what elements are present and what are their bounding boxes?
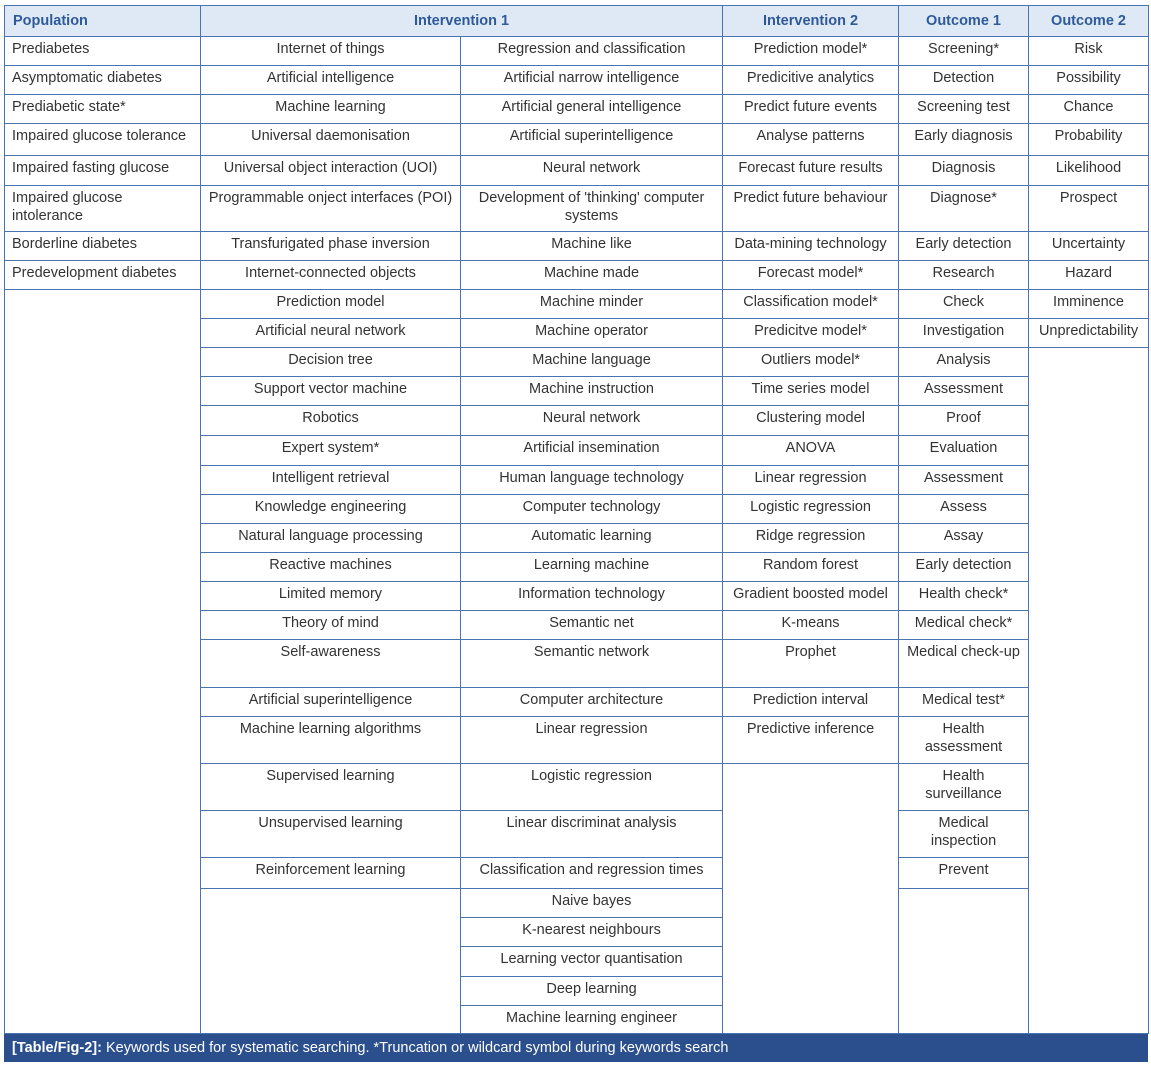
outcome1-cell: Research	[899, 261, 1029, 290]
empty-cell	[5, 524, 201, 553]
intervention1b-cell: Logistic regression	[461, 764, 723, 811]
intervention1a-cell: Programmable onject interfaces (POI)	[201, 186, 461, 232]
table-row	[5, 348, 1149, 377]
empty-cell	[1029, 764, 1149, 811]
empty-cell	[899, 977, 1029, 1006]
empty-cell	[5, 858, 201, 889]
intervention1a-cell: Self-awareness	[201, 640, 461, 688]
header-outcome-2: Outcome 2	[1029, 6, 1149, 37]
intervention2-cell: Predictive inference	[723, 717, 899, 764]
table-row	[5, 524, 1149, 553]
outcome1-cell: Medical check-up	[899, 640, 1029, 688]
empty-cell	[1029, 977, 1149, 1006]
empty-cell	[723, 811, 899, 858]
intervention1a-cell: Support vector machine	[201, 377, 461, 406]
outcome1-cell: Diagnose*	[899, 186, 1029, 232]
table-row	[5, 66, 1149, 95]
empty-cell	[1029, 918, 1149, 947]
population-cell: Asymptomatic diabetes	[5, 66, 201, 95]
intervention2-cell: Predict future behaviour	[723, 186, 899, 232]
empty-cell	[5, 553, 201, 582]
intervention1a-cell: Natural language processing	[201, 524, 461, 553]
intervention1b-cell: Naive bayes	[461, 889, 723, 918]
intervention1b-cell: Learning machine	[461, 553, 723, 582]
outcome2-cell: Possibility	[1029, 66, 1149, 95]
empty-cell	[899, 889, 1029, 918]
intervention1a-cell: Machine learning algorithms	[201, 717, 461, 764]
intervention1a-cell: Artificial intelligence	[201, 66, 461, 95]
outcome1-cell: Medical check*	[899, 611, 1029, 640]
intervention1b-cell: Semantic network	[461, 640, 723, 688]
empty-cell	[1029, 889, 1149, 918]
keyword-table	[4, 5, 1149, 1034]
intervention1a-cell: Theory of mind	[201, 611, 461, 640]
empty-cell	[201, 918, 461, 947]
empty-cell	[5, 688, 201, 717]
outcome2-cell: Hazard	[1029, 261, 1149, 290]
population-cell: Impaired fasting glucose	[5, 156, 201, 186]
intervention1a-cell: Reactive machines	[201, 553, 461, 582]
empty-cell	[1029, 377, 1149, 406]
intervention1a-cell: Transfurigated phase inversion	[201, 232, 461, 261]
outcome1-cell: Check	[899, 290, 1029, 319]
header-intervention-1: Intervention 1	[201, 6, 723, 37]
intervention1a-cell: Supervised learning	[201, 764, 461, 811]
empty-cell	[1029, 524, 1149, 553]
intervention2-cell: Logistic regression	[723, 495, 899, 524]
outcome1-cell: Screening*	[899, 37, 1029, 66]
empty-cell	[5, 319, 201, 348]
empty-cell	[899, 1006, 1029, 1034]
empty-cell	[723, 977, 899, 1006]
outcome1-cell: Analysis	[899, 348, 1029, 377]
intervention1a-cell: Artificial neural network	[201, 319, 461, 348]
intervention2-cell: Forecast model*	[723, 261, 899, 290]
population-cell: Impaired glucose tolerance	[5, 124, 201, 156]
table-row	[5, 95, 1149, 124]
table-row	[5, 37, 1149, 66]
outcome1-cell: Detection	[899, 66, 1029, 95]
empty-cell	[1029, 348, 1149, 377]
intervention1b-cell: Machine made	[461, 261, 723, 290]
empty-cell	[1029, 947, 1149, 977]
table-row	[5, 156, 1149, 186]
empty-cell	[5, 377, 201, 406]
table-row	[5, 640, 1149, 688]
table-row	[5, 186, 1149, 232]
intervention1b-cell: Linear discriminat analysis	[461, 811, 723, 858]
outcome2-cell: Likelihood	[1029, 156, 1149, 186]
intervention1b-cell: Development of 'thinking' computer systems	[461, 186, 723, 232]
caption-text: Keywords used for systematic searching. *Truncation or wildcard symbol during keywords search	[101, 1040, 729, 1056]
intervention2-cell: Outliers model*	[723, 348, 899, 377]
table-row	[5, 858, 1149, 889]
empty-cell	[5, 406, 201, 436]
table-row	[5, 377, 1149, 406]
intervention1b-cell: Machine instruction	[461, 377, 723, 406]
header-row	[5, 6, 1149, 37]
intervention1a-cell: Expert system*	[201, 436, 461, 466]
empty-cell	[5, 436, 201, 466]
intervention1a-cell: Universal object interaction (UOI)	[201, 156, 461, 186]
empty-cell	[5, 1006, 201, 1034]
empty-cell	[5, 764, 201, 811]
intervention2-cell: Predicitive analytics	[723, 66, 899, 95]
empty-cell	[5, 582, 201, 611]
empty-cell	[1029, 611, 1149, 640]
empty-cell	[5, 348, 201, 377]
empty-cell	[5, 640, 201, 688]
table-row	[5, 290, 1149, 319]
header-intervention-2: Intervention 2	[723, 6, 899, 37]
table-row	[5, 436, 1149, 466]
table-row	[5, 918, 1149, 947]
intervention2-cell: Data-mining technology	[723, 232, 899, 261]
empty-cell	[5, 717, 201, 764]
empty-cell	[1029, 466, 1149, 495]
table-row	[5, 717, 1149, 764]
outcome2-cell: Unpredictability	[1029, 319, 1149, 348]
intervention1a-cell: Internet-connected objects	[201, 261, 461, 290]
outcome1-cell: Proof	[899, 406, 1029, 436]
caption-label: [Table/Fig-2]:	[12, 1040, 102, 1056]
table-row	[5, 232, 1149, 261]
table-row	[5, 553, 1149, 582]
empty-cell	[1029, 858, 1149, 889]
empty-cell	[723, 858, 899, 889]
empty-cell	[5, 918, 201, 947]
intervention2-cell: ANOVA	[723, 436, 899, 466]
table-row	[5, 811, 1149, 858]
population-cell: Borderline diabetes	[5, 232, 201, 261]
empty-cell	[1029, 553, 1149, 582]
intervention1b-cell: Artificial superintelligence	[461, 124, 723, 156]
table-row	[5, 688, 1149, 717]
table-row	[5, 495, 1149, 524]
table-row	[5, 124, 1149, 156]
outcome1-cell: Diagnosis	[899, 156, 1029, 186]
empty-cell	[5, 889, 201, 918]
intervention1a-cell: Knowledge engineering	[201, 495, 461, 524]
table-row	[5, 889, 1149, 918]
intervention1b-cell: Machine operator	[461, 319, 723, 348]
intervention2-cell: Analyse patterns	[723, 124, 899, 156]
intervention2-cell: Predict future events	[723, 95, 899, 124]
intervention1a-cell: Decision tree	[201, 348, 461, 377]
intervention1b-cell: Linear regression	[461, 717, 723, 764]
intervention2-cell: Prophet	[723, 640, 899, 688]
outcome2-cell: Prospect	[1029, 186, 1149, 232]
empty-cell	[1029, 1006, 1149, 1034]
empty-cell	[1029, 640, 1149, 688]
keyword-table-container	[4, 5, 1148, 1034]
outcome1-cell: Early diagnosis	[899, 124, 1029, 156]
empty-cell	[899, 918, 1029, 947]
outcome1-cell: Assessment	[899, 377, 1029, 406]
intervention1b-cell: Computer architecture	[461, 688, 723, 717]
empty-cell	[5, 466, 201, 495]
empty-cell	[5, 611, 201, 640]
intervention1b-cell: Human language technology	[461, 466, 723, 495]
table-row	[5, 466, 1149, 495]
intervention1a-cell: Internet of things	[201, 37, 461, 66]
table-row	[5, 261, 1149, 290]
population-cell: Prediabetes	[5, 37, 201, 66]
outcome1-cell: Medical test*	[899, 688, 1029, 717]
empty-cell	[5, 495, 201, 524]
outcome1-cell: Assess	[899, 495, 1029, 524]
outcome1-cell: Investigation	[899, 319, 1029, 348]
table-body	[5, 37, 1149, 1034]
table-row	[5, 764, 1149, 811]
intervention1b-cell: Automatic learning	[461, 524, 723, 553]
outcome1-cell: Early detection	[899, 232, 1029, 261]
table-caption	[4, 1034, 1148, 1062]
population-cell: Predevelopment diabetes	[5, 261, 201, 290]
outcome1-cell: Early detection	[899, 553, 1029, 582]
outcome1-cell: Screening test	[899, 95, 1029, 124]
empty-cell	[899, 947, 1029, 977]
table-row	[5, 611, 1149, 640]
empty-cell	[201, 889, 461, 918]
intervention2-cell: Random forest	[723, 553, 899, 582]
intervention2-cell: Time series model	[723, 377, 899, 406]
empty-cell	[1029, 811, 1149, 858]
outcome1-cell: Assay	[899, 524, 1029, 553]
empty-cell	[5, 811, 201, 858]
intervention1b-cell: Machine language	[461, 348, 723, 377]
intervention2-cell: Prediction interval	[723, 688, 899, 717]
empty-cell	[723, 889, 899, 918]
outcome2-cell: Probability	[1029, 124, 1149, 156]
intervention1b-cell: Artificial insemination	[461, 436, 723, 466]
outcome2-cell: Imminence	[1029, 290, 1149, 319]
intervention1a-cell: Reinforcement learning	[201, 858, 461, 889]
outcome1-cell: Health surveillance	[899, 764, 1029, 811]
table-row	[5, 406, 1149, 436]
empty-cell	[723, 1006, 899, 1034]
empty-cell	[1029, 436, 1149, 466]
empty-cell	[201, 1006, 461, 1034]
intervention2-cell: Gradient boosted model	[723, 582, 899, 611]
intervention1a-cell: Unsupervised learning	[201, 811, 461, 858]
intervention2-cell: Clustering model	[723, 406, 899, 436]
empty-cell	[5, 977, 201, 1006]
table-row	[5, 977, 1149, 1006]
outcome2-cell: Risk	[1029, 37, 1149, 66]
intervention1b-cell: Deep learning	[461, 977, 723, 1006]
outcome2-cell: Uncertainty	[1029, 232, 1149, 261]
intervention1a-cell: Limited memory	[201, 582, 461, 611]
empty-cell	[723, 918, 899, 947]
intervention1b-cell: Regression and classification	[461, 37, 723, 66]
intervention2-cell: Predicitve model*	[723, 319, 899, 348]
outcome1-cell: Medical inspection	[899, 811, 1029, 858]
intervention1a-cell: Robotics	[201, 406, 461, 436]
population-cell: Impaired glucose intolerance	[5, 186, 201, 232]
intervention1b-cell: Neural network	[461, 406, 723, 436]
intervention1b-cell: Machine minder	[461, 290, 723, 319]
intervention1b-cell: Learning vector quantisation	[461, 947, 723, 977]
empty-cell	[723, 764, 899, 811]
intervention1a-cell: Intelligent retrieval	[201, 466, 461, 495]
intervention1b-cell: Artificial general intelligence	[461, 95, 723, 124]
intervention1a-cell: Universal daemonisation	[201, 124, 461, 156]
empty-cell	[1029, 717, 1149, 764]
empty-cell	[5, 290, 201, 319]
intervention1b-cell: Classification and regression times	[461, 858, 723, 889]
empty-cell	[723, 947, 899, 977]
outcome1-cell: Prevent	[899, 858, 1029, 889]
header-population: Population	[5, 6, 201, 37]
intervention2-cell: Linear regression	[723, 466, 899, 495]
empty-cell	[201, 947, 461, 977]
intervention1b-cell: K-nearest neighbours	[461, 918, 723, 947]
empty-cell	[5, 947, 201, 977]
intervention1b-cell: Computer technology	[461, 495, 723, 524]
table-row	[5, 1006, 1149, 1034]
intervention1a-cell: Prediction model	[201, 290, 461, 319]
header-outcome-1: Outcome 1	[899, 6, 1029, 37]
outcome1-cell: Health check*	[899, 582, 1029, 611]
intervention2-cell: Prediction model*	[723, 37, 899, 66]
table-row	[5, 947, 1149, 977]
empty-cell	[1029, 688, 1149, 717]
table-row	[5, 582, 1149, 611]
empty-cell	[1029, 582, 1149, 611]
table-row	[5, 319, 1149, 348]
intervention2-cell: Forecast future results	[723, 156, 899, 186]
outcome1-cell: Evaluation	[899, 436, 1029, 466]
population-cell: Prediabetic state*	[5, 95, 201, 124]
empty-cell	[1029, 495, 1149, 524]
outcome1-cell: Health assessment	[899, 717, 1029, 764]
outcome1-cell: Assessment	[899, 466, 1029, 495]
intervention1b-cell: Semantic net	[461, 611, 723, 640]
outcome2-cell: Chance	[1029, 95, 1149, 124]
empty-cell	[1029, 406, 1149, 436]
empty-cell	[201, 977, 461, 1006]
intervention2-cell: Classification model*	[723, 290, 899, 319]
intervention2-cell: Ridge regression	[723, 524, 899, 553]
intervention2-cell: K-means	[723, 611, 899, 640]
intervention1a-cell: Artificial superintelligence	[201, 688, 461, 717]
intervention1b-cell: Artificial narrow intelligence	[461, 66, 723, 95]
intervention1b-cell: Information technology	[461, 582, 723, 611]
intervention1b-cell: Machine learning engineer	[461, 1006, 723, 1034]
intervention1b-cell: Machine like	[461, 232, 723, 261]
intervention1b-cell: Neural network	[461, 156, 723, 186]
intervention1a-cell: Machine learning	[201, 95, 461, 124]
